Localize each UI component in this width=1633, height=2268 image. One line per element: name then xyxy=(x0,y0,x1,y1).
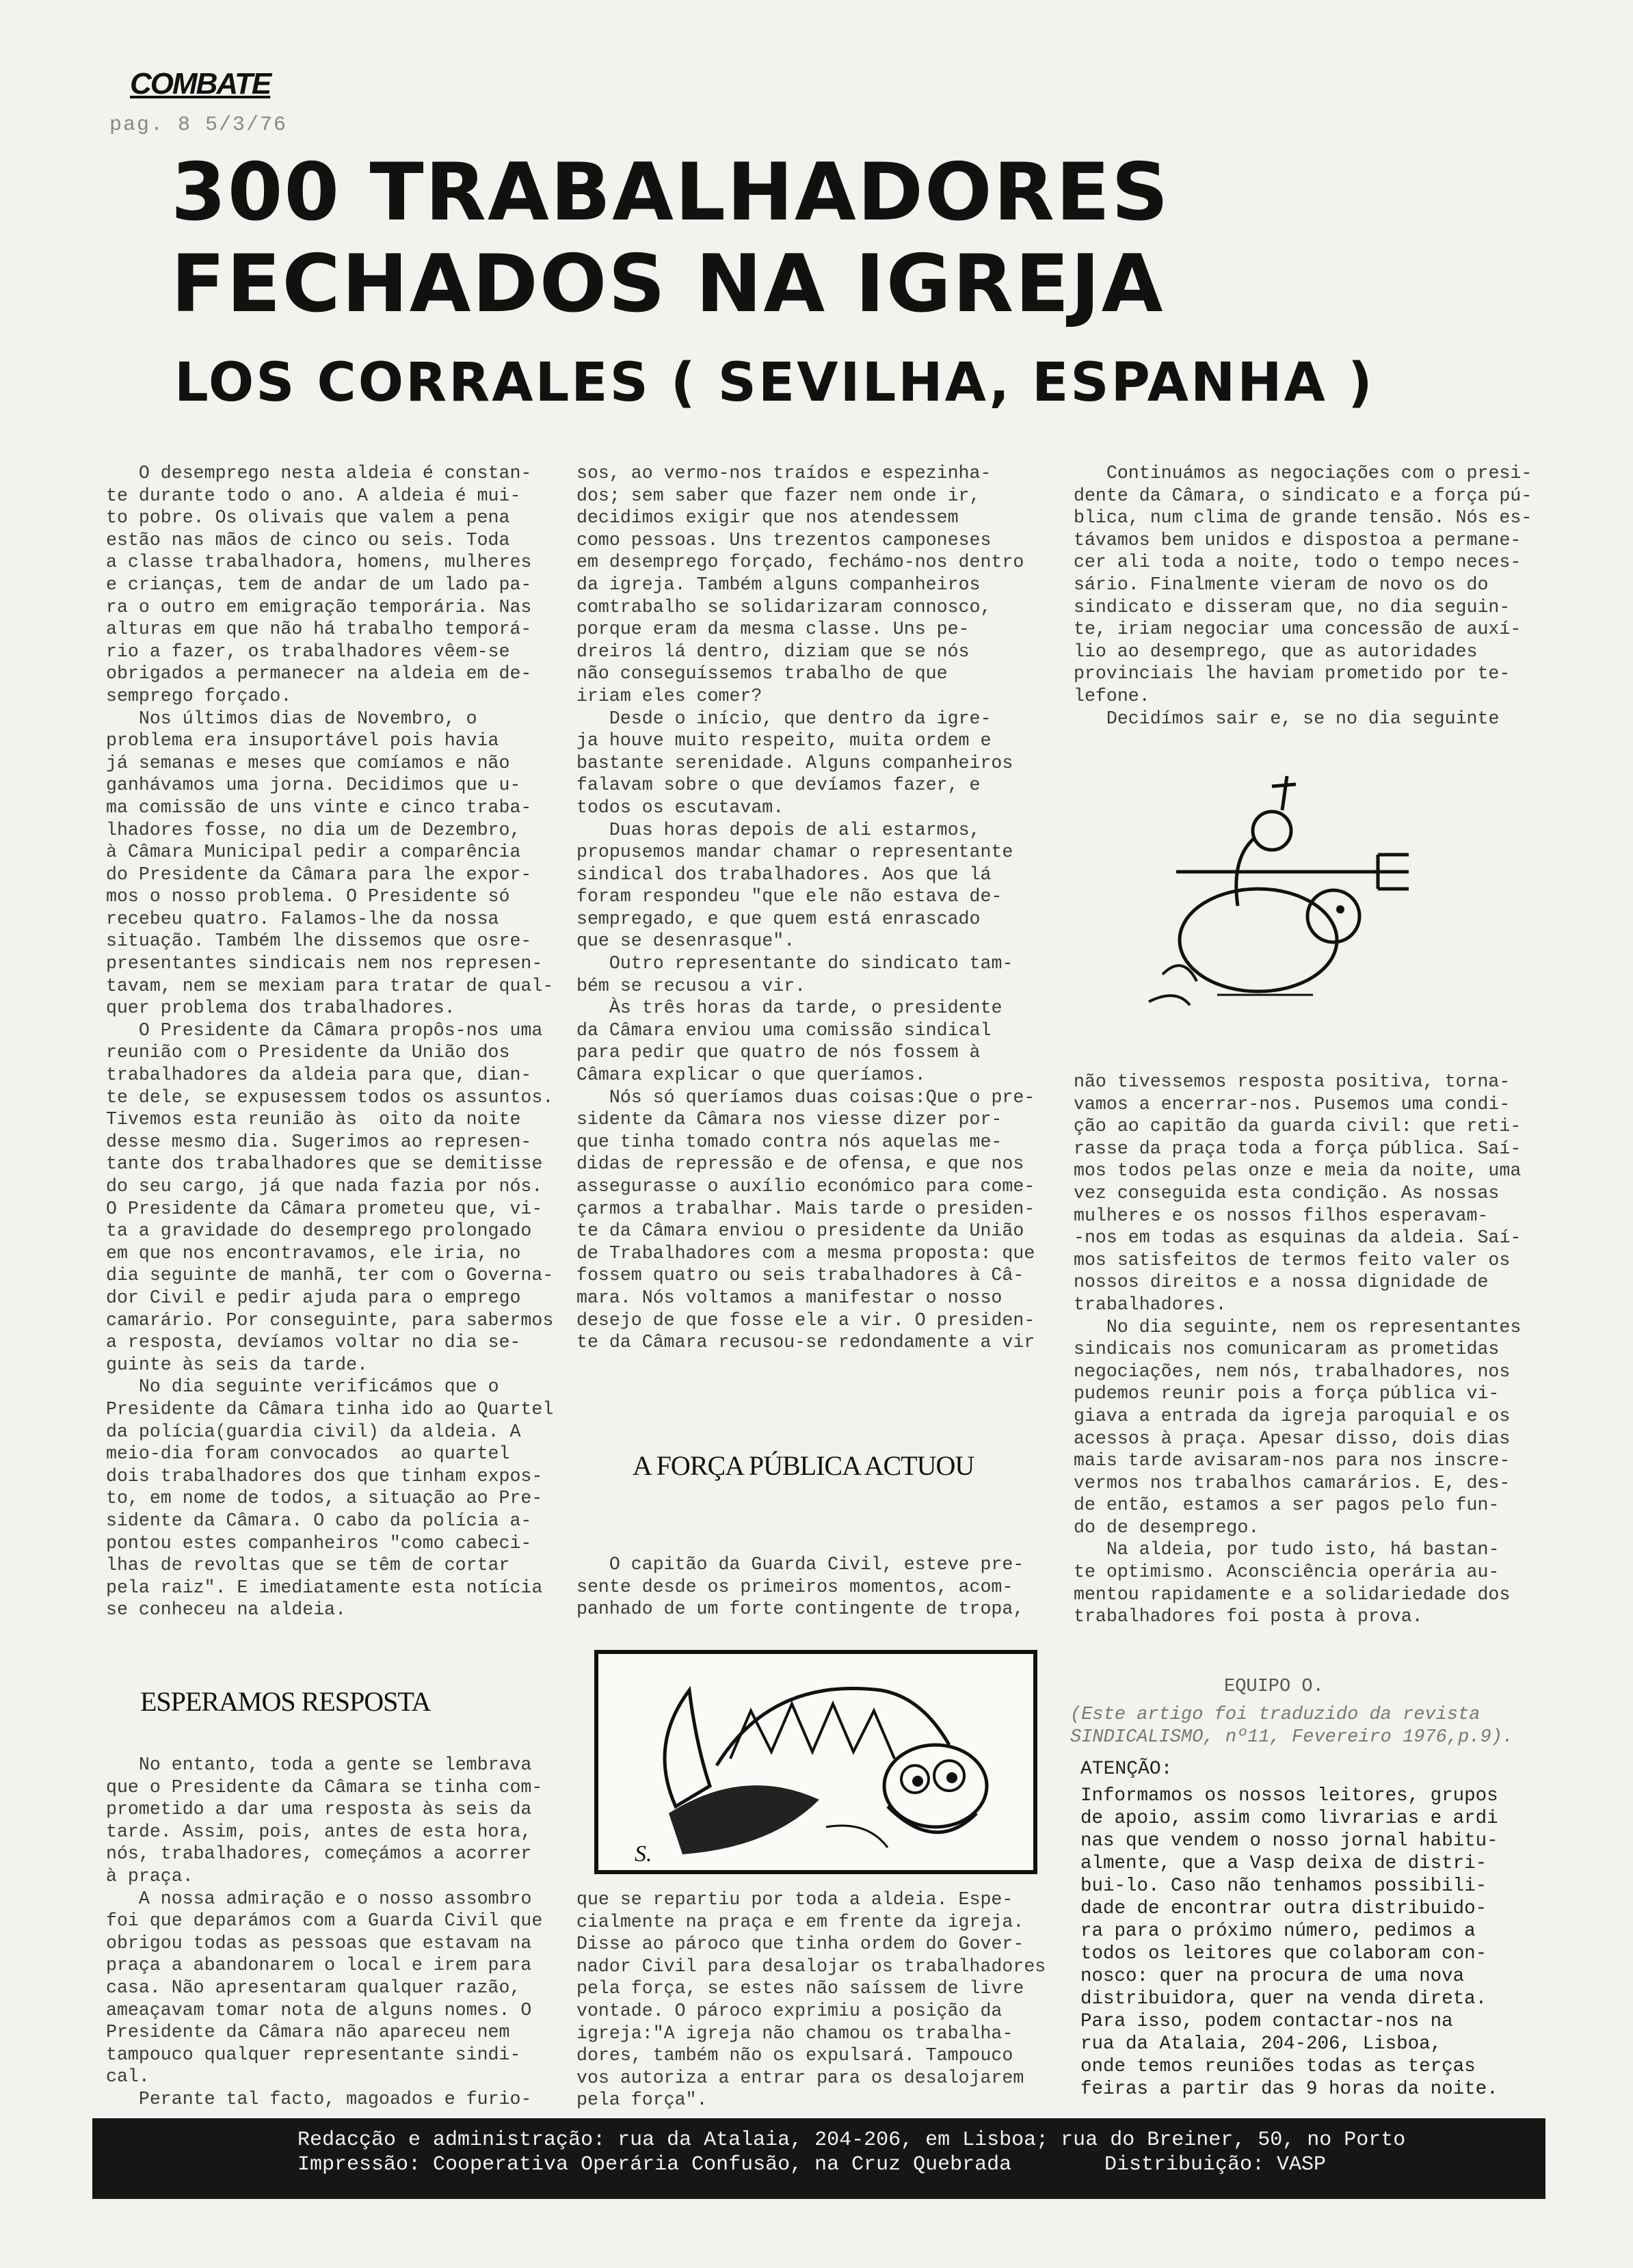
headline-line-1: 300 TRABALHADORES xyxy=(171,146,1170,239)
article-forca-continuation: que se repartiu por toda a aldeia. Espe- cialmente na praça e em frente da igreja. Disse ao pároco que tinha ordem do Gover- nador Civil para desalojar os trabalhadores pela força, se estes não saíssem de livre vontade. O pároco exprimiu a posição da igreja:"A igreja não chamou os trabalha- dores, também não os expulsará. Tampouco vos autoriza a entrar para os desalojarem pela força". xyxy=(576,1889,1046,2111)
subheadline: LOS CORRALES ( SEVILHA, ESPANHA ) xyxy=(174,352,1375,414)
article-column-3: Continuámos as negociações com o presi- dente da Câmara, o sindicato e a força pú- blica, num clima de grande tensão. Nós es- távamos bem unidos e dispostoa a permane- cer ali toda a noite, todo o tempo neces- sário. Finalmente vieram de novo os do sindicato e disseram que, no dia seguin- te, iriam negociar uma concessão de auxí- lio ao desemprego, que as autoridades provinciais lhe haviam prometido por te- lefone. Decidímos sair e, se no dia seguinte xyxy=(1074,463,1532,729)
cartoon-signature: S. xyxy=(635,1841,652,1867)
footer-line-1: Redacção e administração: rua da Atalaia, 204-206, em Lisboa; rua do Breiner, 50, no Porto xyxy=(297,2129,1406,2152)
crowd-bird-cartoon xyxy=(594,1649,1038,1878)
footer-line-2: Impressão: Cooperativa Operária Confusão, na Cruz Quebrada xyxy=(297,2153,1012,2176)
page-reference: pag. 8 5/3/76 xyxy=(109,114,288,137)
footer-bar xyxy=(92,2118,1545,2199)
headline-line-2: FECHADOS NA IGREJA xyxy=(171,238,1165,330)
article-forca-text: O capitão da Guarda Civil, esteve pre- sente desde os primeiros momentos, acom- panhado de um forte contingente de tropa, xyxy=(576,1554,1024,1620)
headline xyxy=(171,147,1402,330)
article-column-3-continuation: não tivessemos resposta positiva, torna- vamos a encerrar-nos. Pusemos uma condi- ção ao capitão da guarda civil: que reti- rasse da praça toda a força pública. Saí- mos todos pelas onze e meia da noite, uma vez conseguida esta condição. As nossas mulheres e os nossos filhos esperavam- -nos em todas as esquinas da aldeia. Saí- mos satisfeitos de termos feito valer os nossos direitos e a nossa dignidade de trabalhadores. No dia seguinte, nem os representantes sindicais nos comunicaram as prometidas negociações, nem nós, trabalhadores, nos pudemos reunir pois a força pública vi- giava a entrada da igreja paroquial e os acessos à praça. Apesar disso, dois dias mais tarde avisaram-nos para nos inscre- vermos nos trabalhos camarários. E, des- de então, estamos a ser pagos pelo fun- do de desemprego. Na aldeia, por tudo isto, há bastan- te optimismo. Aconsciência operária au- mentou rapidamente e a solidariedade dos trabalhadores foi posta à prova. xyxy=(1074,1071,1522,1627)
article-source-note: (Este artigo foi traduzido da revista SINDICALISMO, nº11, Fevereiro 1976,p.9). xyxy=(1070,1705,1514,1748)
section-title-esperamos: ESPERAMOS RESPOSTA xyxy=(140,1686,431,1717)
article-signature: EQUIPO O. xyxy=(1224,1677,1324,1697)
notice-title: ATENÇÃO: xyxy=(1080,1759,1173,1780)
section-title-forca-publica: A FORÇA PÚBLICA ACTUOU xyxy=(633,1450,974,1481)
pitchfork-rider-cartoon xyxy=(1135,769,1436,1019)
article-column-1: O desemprego nesta aldeia é constan- te durante todo o ano. A aldeia é mui- to pobre. Os olivais que valem a pena estão nas mãos de cinco ou seis. Toda a classe trabalhadora, homens, mulheres e crianças, tem de andar de um lado pa- ra o outro em emigração temporária. Nas alturas em que não há trabalho temporá- rio a fazer, os trabalhadores vêem-se obrigados a permanecer na aldeia em de- semprego forçado. Nos últimos dias de Novembro, o problema era insuportável pois havia já semanas e meses que comíamos e não ganhávamos uma jorna. Decidimos que u- ma comissão de uns vinte e cinco traba- lhadores fosse, no dia um de Dezembro, à Câmara Municipal pedir a comparência do Presidente da Câmara para lhe expor- mos o nosso problema. O Presidente só recebeu quatro. Falamos-lhe da nossa situação. Também lhe dissemos que osre- presentantes sindicais nem nos represen- tavam, nem se mexiam para tratar de qual- quer problema dos trabalhadores. O Presidente da Câmara propôs-nos uma reunião com o Presidente da União dos trabalhadores da aldeia para que, dian- te dele, se expusessem todos os assuntos. Tivemos esta reunião às oito da noite desse mesmo dia. Sugerimos ao represen- tante dos trabalhadores que se demitisse do seu cargo, já que nada fazia por nós. O Presidente da Câmara prometeu que, vi- ta a gravidade do desemprego prolongado em que nos encontravamos, ele iria, no dia seguinte de manhã, ter com o Governa- dor Civil e pedir ajuda para o emprego camarário. Por conseguinte, para sabermos a resposta, devíamos voltar no dia se- guinte às seis da tarde. No dia seguinte verificámos que o Presidente da Câmara tinha ido ao Quartel da polícia(guardia civil) da aldeia. A meio-dia foram convocados ao quartel dois trabalhadores dos que tinham expos- to, em nome de todos, a situação ao Pre- sidente da Câmara. O cabo da polícia a- pontou estes companheiros "como cabeci- lhas de revoltas que se têm de cortar pela raiz". E imediatamente esta notícia se conheceu na aldeia. xyxy=(106,463,554,1620)
article-esperamos-text: No entanto, toda a gente se lembrava que o Presidente da Câmara se tinha com- prometido a dar uma resposta às seis da tarde. Assim, pois, antes de esta hora, nós, trabalhadores, começámos a acorrer à praça. A nossa admiração e o nosso assombro foi que deparámos com a Guarda Civil que obrigou todas as pessoas que estavam na praça a abandonarem o local e irem para casa. Não apresentaram qualquer razão, ameaçavam tomar nota de alguns nomes. O Presidente da Câmara não apareceu nem tampouco qualquer representante sindi- cal. Perante tal facto, magoados e furio- xyxy=(106,1755,543,2109)
masthead: COMBATE xyxy=(130,67,271,101)
notice-text: Informamos os nossos leitores, grupos de apoio, assim como livrarias e ardi nas que vendem o nosso jornal habitu- almente, que a Vasp deixa de distri- bui-lo. Caso não tenhamos possibili- dade de encontrar outra distribuido- ra para o próximo número, pedimos a todos os leitores que colaboram con- nosco: quer na procura de uma nova distribuidora, quer na venda direta. Para isso, podem contactar-nos na rua da Atalaia, 204-206, Lisboa, onde temos reuniões todas as terças feiras a partir das 9 horas da noite. xyxy=(1080,1785,1498,2100)
footer-distribution: Distribuição: VASP xyxy=(1104,2153,1327,2176)
article-column-2: sos, ao vermo-nos traídos e espezinha- dos; sem saber que fazer nem onde ir, decidimos exigir que nos atendessem como pessoas. Uns trezentos camponeses em desemprego forçado, fechámo-nos dentro da igreja. Também alguns companheiros comtrabalho se solidarizaram connosco, porque eram da mesma classe. Uns pe- dreiros lá dentro, diziam que se nós não conseguíssemos trabalho de que iriam eles comer? Desde o início, que dentro da igre- ja houve muito respeito, muita ordem e bastante serenidade. Alguns companheiros falavam sobre o que devíamos fazer, e todos os escutavam. Duas horas depois de ali estarmos, propusemos mandar chamar o representante sindical dos trabalhadores. Aos que lá foram respondeu "que ele não estava de- sempregado, e que quem está enrascado que se desenrasque". Outro representante do sindicato tam- bém se recusou a vir. Às três horas da tarde, o presidente da Câmara enviou uma comissão sindical para pedir que quatro de nós fossem à Câmara explicar o que queríamos. Nós só queríamos duas coisas:Que o pre- sidente da Câmara nos viesse dizer por- que tinha tomado contra nós aquelas me- didas de repressão e de ofensa, e que nos assegurasse o auxílio económico para come- çarmos a trabalhar. Mais tarde o presiden- te da Câmara enviou o presidente da União de Trabalhadores com a mesma proposta: que fossem quatro ou seis trabalhadores à Câ- mara. Nós voltamos a manifestar o nosso desejo de que fosse ele a vir. O presiden- te da Câmara recusou-se redondamente a vir xyxy=(576,463,1035,1353)
